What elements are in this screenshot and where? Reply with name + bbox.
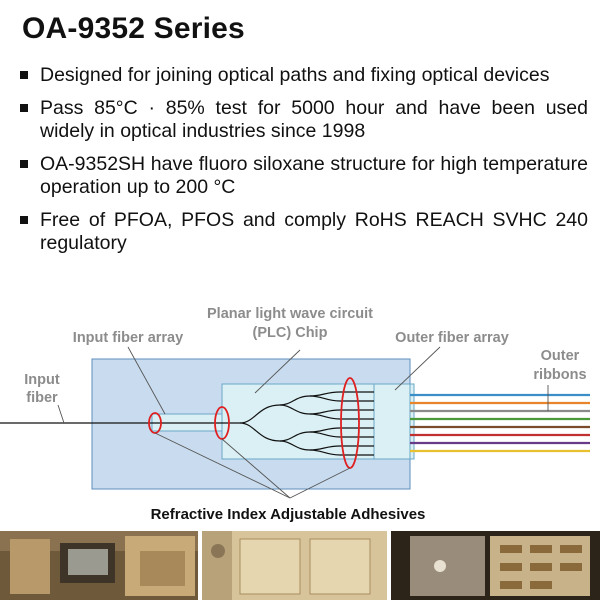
bullet-text: Pass 85°C · 85% test for 5000 hour and have been used widely in optical industries since 1998 <box>40 97 588 142</box>
adhesive-photo-icon <box>202 531 387 600</box>
outer-fiber-array-block <box>374 384 410 459</box>
module-photo-icon <box>0 531 198 600</box>
bullet-square-icon <box>20 104 28 112</box>
bullet-list <box>18 64 588 265</box>
bullet-item <box>18 153 588 199</box>
outer-ribbons-label-line2: ribbons <box>533 367 587 383</box>
bullet-text: OA-9352SH have fluoro siloxane structure for high temperature operation up to 200 °C <box>40 153 588 198</box>
bullet-square-icon <box>20 216 28 224</box>
bullet-text: Designed for joining optical paths and fixing optical devices <box>40 64 550 86</box>
input-fiber-label-line1: Input <box>24 372 60 388</box>
input-fiber-array-label: Input fiber array <box>72 330 184 346</box>
plc-diagram <box>0 295 600 530</box>
photo-strip <box>0 531 600 600</box>
plc-label-line1: Planar light wave circuit <box>207 306 373 322</box>
page-title: OA-9352 Series <box>22 12 245 45</box>
adhesive-label: Refractive Index Adjustable Adhesives <box>150 506 426 523</box>
plc-label-line2: (PLC) Chip <box>252 325 328 341</box>
outer-ribbons-label-line1: Outer <box>540 348 580 364</box>
bullet-square-icon <box>20 71 28 79</box>
bullet-item <box>18 64 588 87</box>
outer-fiber-array-label: Outer fiber array <box>395 330 509 346</box>
board-photo-icon <box>391 531 600 600</box>
input-fiber-label-line2: fiber <box>26 390 58 406</box>
bullet-item <box>18 209 588 255</box>
bullet-square-icon <box>20 160 28 168</box>
bullet-text: Free of PFOA, PFOS and comply RoHS REACH SVHC 240 regulatory <box>40 209 588 254</box>
outer-ribbons <box>410 395 590 451</box>
bullet-item <box>18 97 588 143</box>
